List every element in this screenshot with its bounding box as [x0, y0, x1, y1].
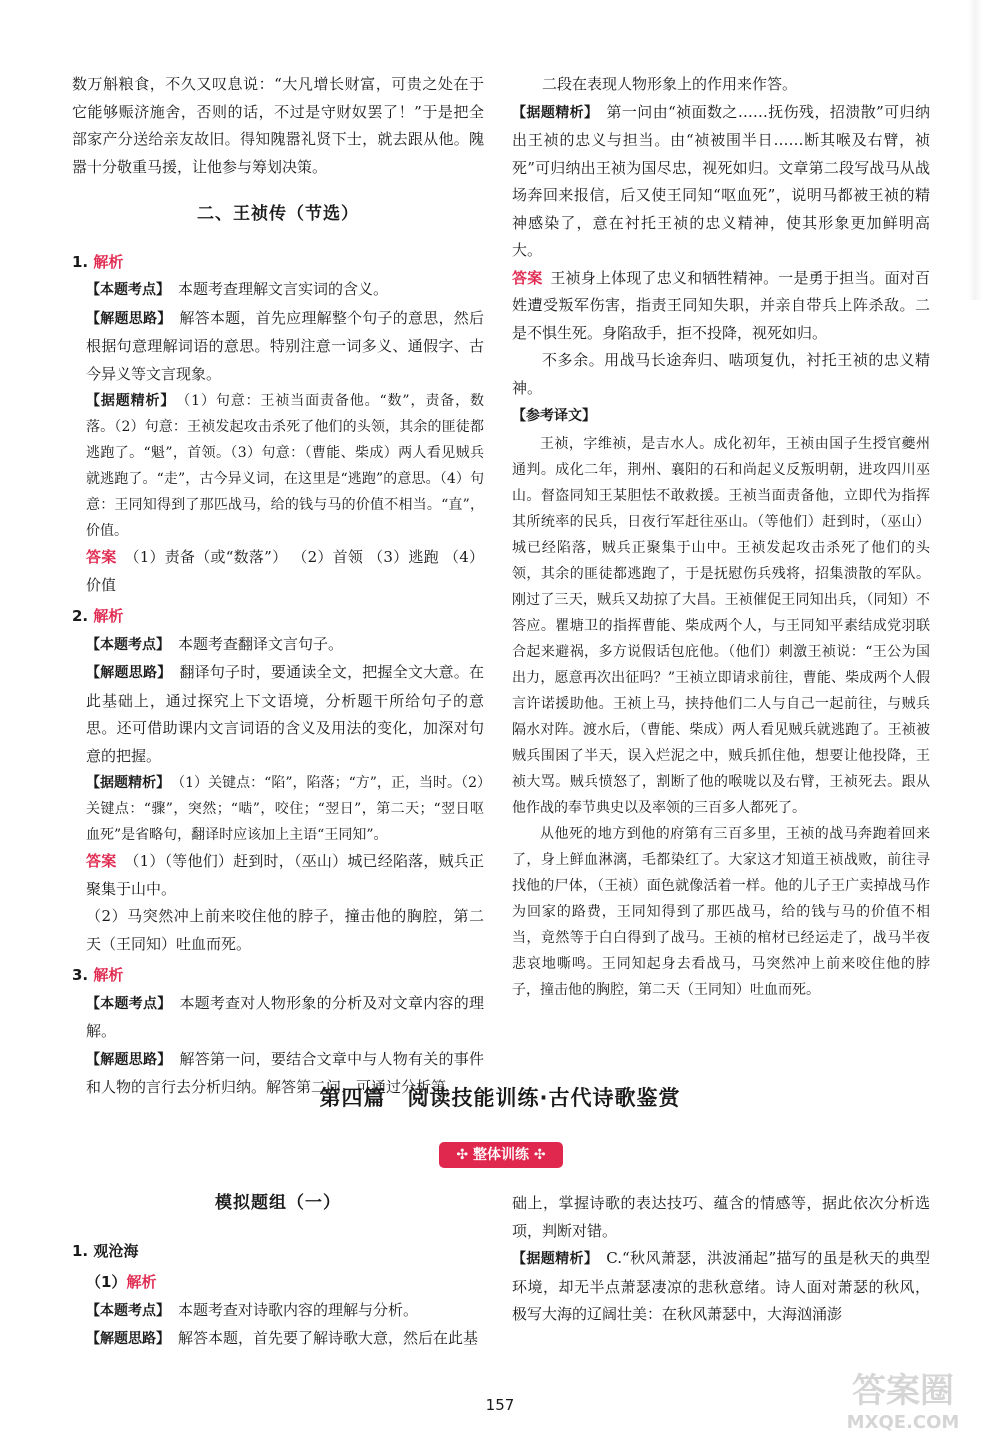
part-title: 第四篇 阅读技能训练·古代诗歌鉴赏 — [319, 1086, 681, 1110]
left-column-top — [72, 71, 484, 1102]
page-number: 157 — [485, 1396, 515, 1414]
q3-answer-1: 答案 王祯身上体现了忠义和牺牲精神。一是勇于担当。面对百姓遭受叛军伤害，指责王同知失职，并亲自带兵上阵杀敌。二是不惧生死。身陷敌手，拒不投降，视死如归。 — [512, 268, 930, 342]
reference-translation-heading: 【参考译文】 — [512, 408, 596, 424]
analysis-label: 解析 — [93, 966, 124, 984]
question-2-heading — [72, 603, 484, 631]
analysis-label: 解析 — [126, 1273, 157, 1291]
question-number: 2. — [72, 607, 89, 625]
question-number: 1. — [72, 252, 89, 271]
poem-solution-continued: 础上，掌握诗歌的表达技巧、蕴含的情感等，据此依次分析选项，判断对错。 — [512, 1194, 930, 1240]
reference-translation-p1: 王祯，字维祯，是吉水人。成化初年，王祯由国子生授官夔州通判。成化二年，荆州、襄阳的石和尚起义反叛明朝，进攻四川巫山。督盗同知王某胆怯不敢救援。王祯当面责备他，立即代为指挥其所统率的民兵，日夜行军赶往巫山。（等他们）赶到时，（巫山）城已经陷落，贼兵正聚集于山中。王祯发起攻击杀死了他们的头领，其余的匪徒都逃跑了，于是抚慰伤兵残将，招集溃散的军队。刚过了三天，贼兵又劫掠了大昌。王祯催促王同知出兵，（同知）不答应。瞿塘卫的指挥曹能、柴成两个人，与王同知平素结成党羽联合起来避祸，多方说假话包庇他。（他们）刺激王祯说：“王公为国出力，愿意再次出征吗？”王祯立即请求前往，曹能、柴成两个人假言许诺援助他。王祯上马，挟持他们二人与自己一起前往，与贼兵隔水对阵。渡水后，（曹能、柴成）两人看见贼兵就逃跑了。王祯被贼兵围困了半天，误入烂泥之中，贼兵抓住他，想要让他投降，王祯大骂。贼兵愤怒了，割断了他的喉咙以及右臂，王祯死去。跟从他作战的奉节典史以及率领的三百多人都死了。 — [512, 435, 930, 816]
q2-solution-idea: 【解题思路】 翻译句子时，要通读全文，把握全文大意。在此基础上，通过探究上下文语境，分析题干所给句子的意思。还可借助课内文言词语的含义及用法的变化，加深对句意的把握。 — [86, 663, 484, 765]
q3-key-point: 【本题考点】 本题考查对人物形象的分析及对文章内容的理解。 — [86, 993, 484, 1040]
watermark-logo — [818, 1360, 988, 1436]
poem-key-point: 【本题考点】 本题考查对诗歌内容的理解与分析。 — [86, 1300, 419, 1319]
q2-answer-1: 答案 （1）（等他们）赶到时，（巫山）城已经陷落，贼兵正聚集于山中。 — [86, 852, 484, 898]
intro-paragraph: 数万斛粮食，不久又叹息说：“大凡增长财富，可贵之处在于它能够赈济施舍，否则的话，不过是守财奴罢了！”于是把全部家产分送给亲友故旧。得知隗嚣礼贤下士，就去跟从他。隗嚣十分敬重马援，让他参与筹划决策。 — [72, 75, 484, 176]
q3-detailed-analysis: 【据题精析】 第一问由“祯面数之……抚伤残，招溃散”可归纳出王祯的忠义与担当。由“祯被围半日……断其喉及右臂，祯死”可归纳出王祯为国尽忠，视死如归。文章第二段写战马从战场奔回来报信，后又使王同知“呕血死”，说明马都被王祯的精神感染了，意在衬托王祯的忠义精神，使其形象更加鲜明高大。 — [512, 102, 931, 259]
right-column-bottom — [512, 1190, 930, 1329]
sub-question-heading: （1）解析 — [86, 1273, 157, 1291]
q3-solution-idea: 【解题思路】 解答第一问，要结合文章中与人物有关的事件和人物的言行去分析归纳。解答第二问，可通过分析第 — [86, 1049, 484, 1096]
analysis-label: 解析 — [93, 252, 124, 271]
poem-title: 观沧海 — [93, 1241, 139, 1260]
q2-detailed-analysis: 【据题精析】 （1）关键点：“陷”，陷落；“方”，正，当时。（2）关键点：“骤”，突然；“啮”，咬住；“翌日”，第二天；“翌日呕血死”是省略句，翻译时应该加上主语“王同知”。 — [86, 775, 484, 843]
question-3-heading — [72, 962, 484, 990]
q1-detailed-analysis: 【据题精析】 （1）句意：王祯当面责备他。“数”，责备，数落。（2）句意：王祯发起攻击杀死了他们的头领，其余的匪徒都逃跑了。“魁”，首领。（3）句意：（曹能、柴成）两人看见贼兵就逃跑了。“走”，古今异义词，在这里是“逃跑”的意思。（4）句意：王同知得到了那匹战马，给的钱与马的价值不相当。“直”，价值。 — [86, 393, 484, 539]
watermark-line1: 答案圈 — [852, 1371, 954, 1411]
group-title: 模拟题组（一） — [215, 1193, 341, 1213]
right-column-top — [512, 71, 930, 1003]
question-1-heading — [72, 249, 484, 277]
section-title: 二、王祯传（节选） — [197, 204, 359, 224]
overall-training-badge: ✣ 整体训练 ✣ — [439, 1142, 563, 1168]
poem-solution-idea: 【解题思路】 解答本题，首先要了解诗歌大意，然后在此基 — [86, 1329, 479, 1347]
question-number: 3. — [72, 966, 89, 984]
q1-answer: 答案 （1）责备（或“数落”） （2）首领 （3）逃跑 （4）价值 — [86, 548, 484, 594]
poem-item-heading: 1. 观沧海 — [72, 1241, 139, 1260]
q1-solution-idea: 【解题思路】 解答本题，首先应理解整个句子的意思，然后根据句意理解词语的意思。特别注意一词多义、通假字、古今异义等文言现象。 — [86, 308, 484, 383]
left-column-bottom — [72, 1190, 484, 1354]
q2-key-point: 【本题考点】 本题考查翻译文言句子。 — [86, 634, 344, 653]
reference-translation-p2: 从他死的地方到他的府第有三百多里，王祯的战马奔跑着回来了，身上鲜血淋漓，毛都染红了。大家这才知道王祯战败，前往寻找他的尸体，（王祯）面色就像活着一样。他的儿子王广卖掉战马作为回家的路费，王同知得到了那匹战马，给的钱与马的价值不相当，竟然等于白白得到了战马。王祯的棺材已经运走了，战马半夜悲哀地嘶鸣。王同知起身去看战马，马突然冲上前来咬住他的脖子，撞击他的胸腔，第二天（王同知）吐血而死。 — [512, 825, 930, 998]
q2-answer-2: （2）马突然冲上前来咬住他的脖子，撞击他的胸腔，第二天（王同知）吐血而死。 — [86, 907, 484, 953]
watermark-line2: MXQE.COM — [846, 1412, 960, 1433]
q3-answer-2: 不多余。用战马长途奔归、啮项复仇，衬托王祯的忠义精神。 — [512, 351, 930, 397]
page-crease-shadow — [968, 0, 982, 300]
poem-detailed-analysis: 【据题精析】 C.“秋风萧瑟，洪波涌起”描写的虽是秋天的典型环境，却无半点萧瑟凄凉的悲秋意绪。诗人面对萧瑟的秋风，极写大海的辽阔壮美：在秋风萧瑟中，大海汹涌澎 — [512, 1249, 930, 1323]
analysis-label: 解析 — [93, 607, 124, 625]
q1-key-point: 【本题考点】 本题考查理解文言实词的含义。 — [86, 280, 389, 298]
q3-solution-continued: 二段在表现人物形象上的作用来作答。 — [542, 75, 798, 93]
